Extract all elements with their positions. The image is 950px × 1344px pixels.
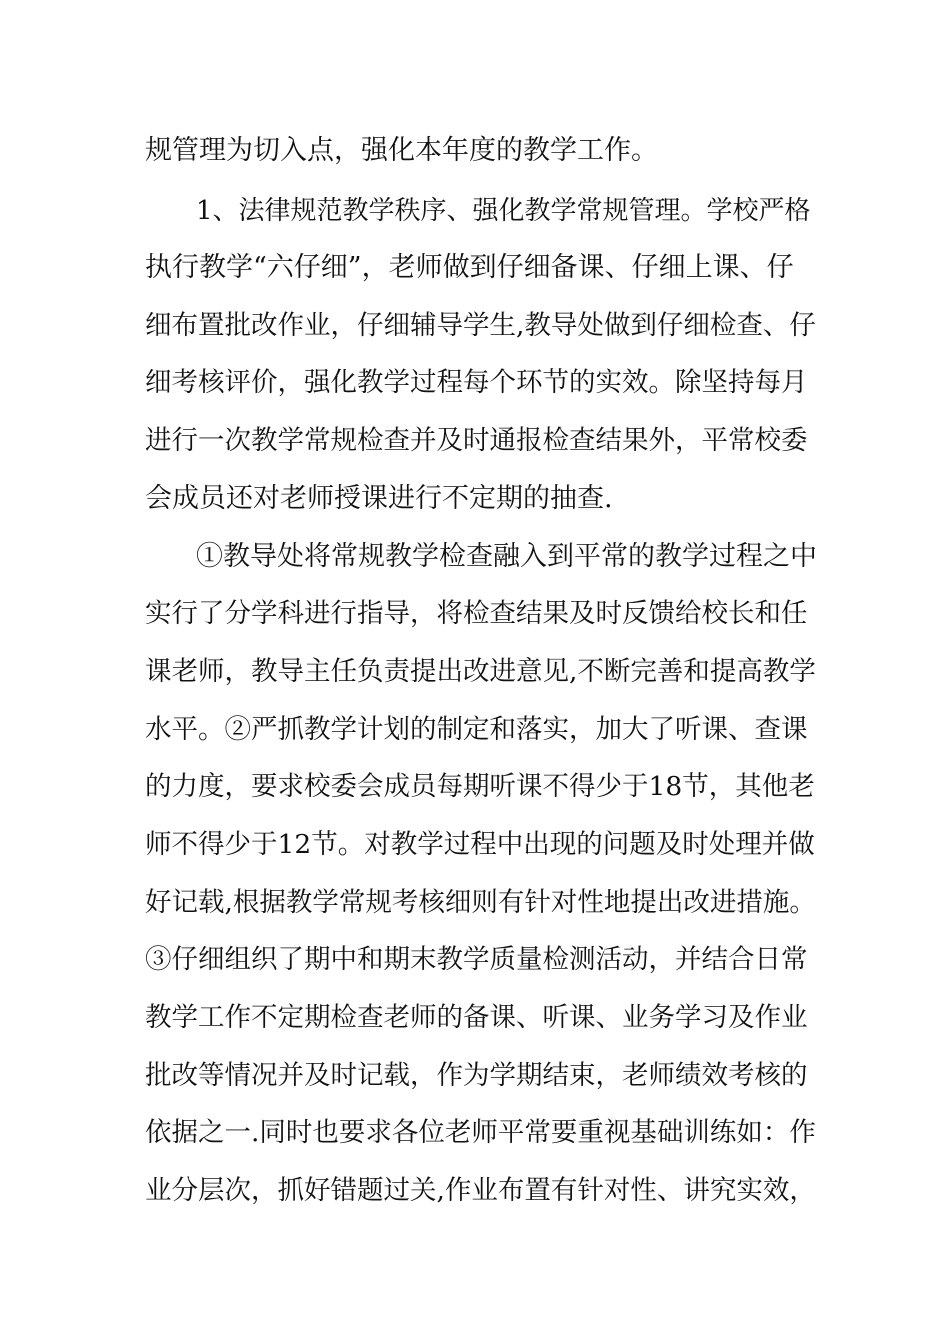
paragraph-1-start: 1、法律规范教学秩序、强化教学常规管理。学校严格 bbox=[196, 196, 811, 226]
text-line: 课老师，教导主任负责提出改进意见,不断完善和提高教学 bbox=[145, 656, 816, 687]
text-line: 执行教学“六仔细”，老师做到仔细备课、仔细上课、仔 bbox=[145, 252, 794, 283]
text-line: 水平。②严抓教学计划的制定和落实，加大了听课、查课 bbox=[145, 714, 808, 745]
text-line: ③仔细组织了期中和期末教学质量检测活动，并结合日常 bbox=[145, 944, 808, 975]
text-line: 依据之一.同时也要求各位老师平常要重视基础训练如：作 bbox=[145, 1117, 816, 1148]
text-line: 进行一次教学常规检查并及时通报检查结果外，平常校委 bbox=[145, 425, 808, 456]
text-line: 业分层次，抓好错题过关,作业布置有针对性、讲究实效， bbox=[145, 1175, 816, 1206]
text-line: 细考核评价，强化教学过程每个环节的实效。除坚持每月 bbox=[145, 367, 808, 398]
text-line: 的力度，要求校委会成员每期听课不得少于18节，其他老 bbox=[145, 771, 815, 802]
text-line: 规管理为切入点，强化本年度的教学工作。 bbox=[145, 135, 658, 166]
text-line: 批改等情况并及时记载，作为学期结束，老师绩效考核的 bbox=[145, 1060, 808, 1091]
text-line: 好记载,根据教学常规考核细则有针对性地提出改进措施。 bbox=[145, 887, 816, 918]
paragraph-2-start: ①教导处将常规教学检查融入到平常的教学过程之中 bbox=[196, 541, 817, 572]
text-line: 师不得少于12节。对教学过程中出现的问题及时处理并做 bbox=[145, 829, 815, 860]
text-line: 细布置批改作业，仔细辅导学生,教导处做到仔细检查、仔 bbox=[145, 310, 816, 341]
text-line: 会成员还对老师授课进行不定期的抽查. bbox=[145, 483, 613, 514]
text-line: 教学工作不定期检查老师的备课、听课、业务学习及作业 bbox=[145, 1002, 808, 1033]
text-line: 实行了分学科进行指导，将检查结果及时反馈给校长和任 bbox=[145, 598, 808, 629]
